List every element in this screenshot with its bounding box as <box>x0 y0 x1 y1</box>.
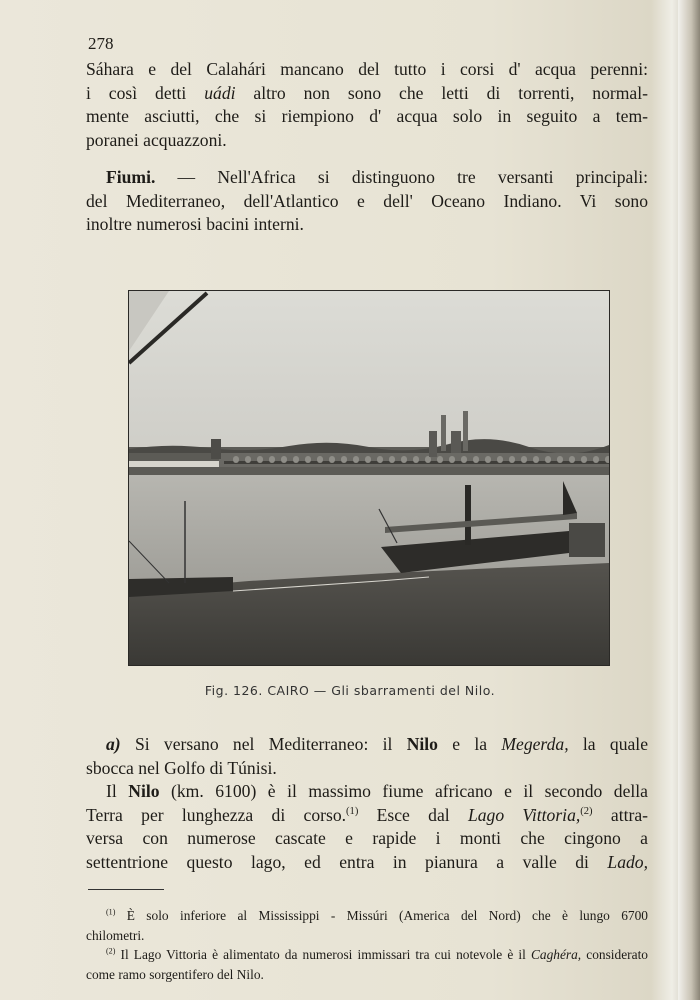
intro-line: Sáhara e del Calahári mancano del tutto i corsi d' acqua perenni: <box>86 59 648 79</box>
nilo-text: attra- <box>592 804 648 825</box>
nilo-line: versa con numerose cascate e rapide i monti che cingono a <box>86 828 648 848</box>
nilo-line <box>86 780 648 804</box>
footnote-ref-1[interactable]: (1) <box>346 805 359 817</box>
footnote-divider <box>88 889 164 890</box>
section-a-line: sbocca nel Golfo di Túnisi. <box>86 757 277 778</box>
nilo-text: Esce dal <box>358 804 468 825</box>
lago-vittoria-term: Lago Vittoria, <box>467 804 581 825</box>
footnote-ref-2[interactable]: (2) <box>580 805 593 817</box>
footnote-1-cont: chilometri. <box>86 927 145 943</box>
section-a-text: la quale <box>568 734 648 754</box>
fiumi-line <box>86 166 648 190</box>
figure-caption: Fig. 126. CAIRO — Gli sbarramenti del Nilo. <box>204 683 496 698</box>
cairo-barrage-photo <box>128 290 610 666</box>
section-a-line <box>86 733 648 757</box>
nilo-text: Il <box>106 781 129 801</box>
page-number: 278 <box>88 34 114 53</box>
footnote-mark-2: (2) <box>106 946 116 956</box>
intro-line <box>86 82 648 106</box>
nilo-line <box>86 804 648 828</box>
fiumi-heading: Fiumi. <box>106 167 156 187</box>
footnote-text: È solo inferiore al Mississippi - Missúri (America del Nord) che è lungo 6700 <box>115 908 648 923</box>
section-a-text: e la <box>437 734 502 754</box>
megerda-term: Megerda, <box>501 734 569 754</box>
footnote-mark-1: (1) <box>106 907 116 917</box>
section-a-label: a) <box>106 734 121 754</box>
nilo-line <box>86 851 648 875</box>
footnote-text: considerato come ramo sorgentifero del Nilo. <box>86 947 648 982</box>
nilo-term: Nilo <box>406 734 438 754</box>
footnotes <box>86 906 648 984</box>
uadi-term: uádi <box>204 82 236 103</box>
intro-line: mente asciutti, che si riempiono d' acqua solo in seguito a tem- <box>86 106 648 126</box>
section-a-text: Si versano nel Mediterraneo: il <box>120 734 407 754</box>
fiumi-paragraph <box>86 166 648 237</box>
nilo-text: (km. 6100) è il massimo fiume africano e il secondo della <box>159 781 648 801</box>
caghera-term: Caghéra, <box>530 947 582 962</box>
fiumi-line: inoltre numerosi bacini interni. <box>86 214 304 234</box>
intro-line: poranei acquazzoni. <box>86 129 227 150</box>
intro-text: i così detti <box>86 82 205 103</box>
intro-line-text <box>86 83 648 103</box>
intro-paragraph <box>86 58 648 152</box>
nilo-term: Nilo <box>128 781 160 801</box>
nilo-text: settentrione questo lago, ed entra in pianura a valle di <box>86 851 608 872</box>
fiumi-line-text: — Nell'Africa si distinguono tre versanti principali: <box>155 167 648 187</box>
lado-term: Lado, <box>607 851 648 872</box>
page-binding-edge <box>678 0 700 1000</box>
rivers-body <box>86 733 648 874</box>
fiumi-line: del Mediterraneo, dell'Atlantico e dell' Oceano Indiano. Vi sono <box>86 190 648 211</box>
footnote-text: Il Lago Vittoria è alimentato da numerosi immissari tra cui notevole è il <box>115 947 526 962</box>
nilo-text: Terra per lunghezza di corso. <box>86 804 347 825</box>
footnote-1 <box>86 906 648 926</box>
intro-text: altro non sono che letti di torrenti, normal- <box>235 82 648 103</box>
footnote-2 <box>86 945 648 984</box>
